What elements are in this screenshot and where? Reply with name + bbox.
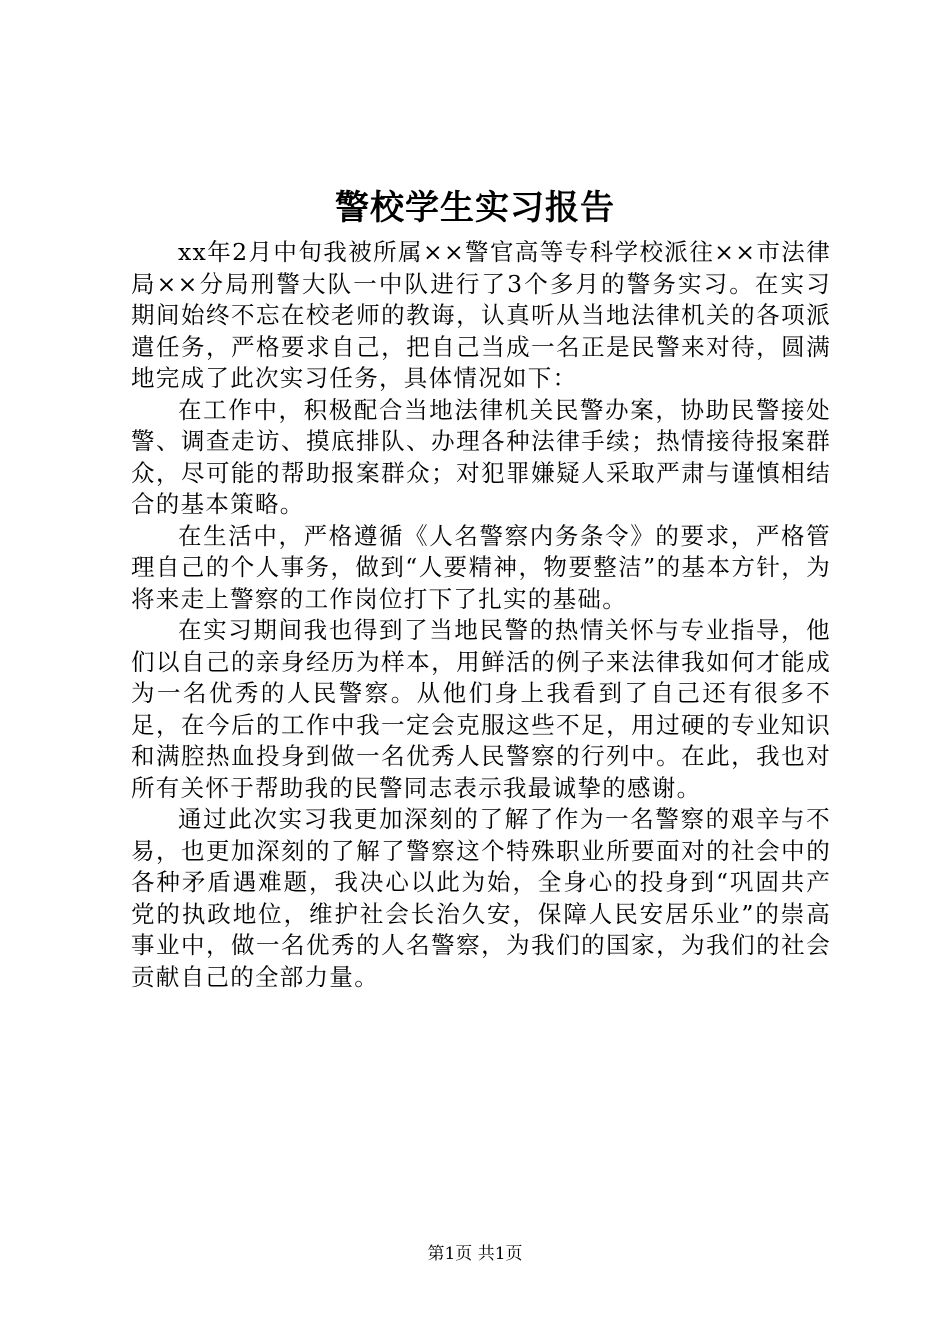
page-footer: 第1页 共1页: [427, 1244, 523, 1264]
paragraph-5: 通过此次实习我更加深刻的了解了作为一名警察的艰辛与不易，也更加深刻的了解了警察这个特殊职业所要面对的社会中的各种矛盾遇难题，我决心以此为始，全身心的投身到“巩固共产党的执政地位，维护社会长治久安，保障人民安居乐业”的崇高事业中，做一名优秀的人名警察，为我们的国家，为我们的社会贡献自己的全部力量。: [131, 805, 831, 991]
paragraph-1: xx年2月中旬我被所属××警官高等专科学校派往××市法律局××分局刑警大队一中队进行了3个多月的警务实习。在实习期间始终不忘在校老师的教诲，认真听从当地法律机关的各项派遣任务，严格要求自己，把自己当成一名正是民警来对待，圆满地完成了此次实习任务，具体情况如下：: [131, 238, 831, 392]
paragraph-2: 在工作中，积极配合当地法律机关民警办案，协助民警接处警、调查走访、摸底排队、办理各种法律手续；热情接待报案群众，尽可能的帮助报案群众；对犯罪嫌疑人采取严肃与谨慎相结合的基本策略。: [131, 395, 831, 518]
document-title: 警校学生实习报告: [335, 188, 615, 228]
paragraph-3: 在生活中，严格遵循《人名警察内务条令》的要求，严格管理自己的个人事务，做到“人要精神，物要整洁”的基本方针，为将来走上警察的工作岗位打下了扎实的基础。: [131, 521, 831, 613]
paragraph-4: 在实习期间我也得到了当地民警的热情关怀与专业指导，他们以自己的亲身经历为样本，用鲜活的例子来法律我如何才能成为一名优秀的人民警察。从他们身上我看到了自己还有很多不足，在今后的工作中我一定会克服这些不足，用过硬的专业知识和满腔热血投身到做一名优秀人民警察的行列中。在此，我也对所有关怀于帮助我的民警同志表示我最诚挚的感谢。: [131, 616, 831, 802]
document-body: [131, 237, 831, 993]
